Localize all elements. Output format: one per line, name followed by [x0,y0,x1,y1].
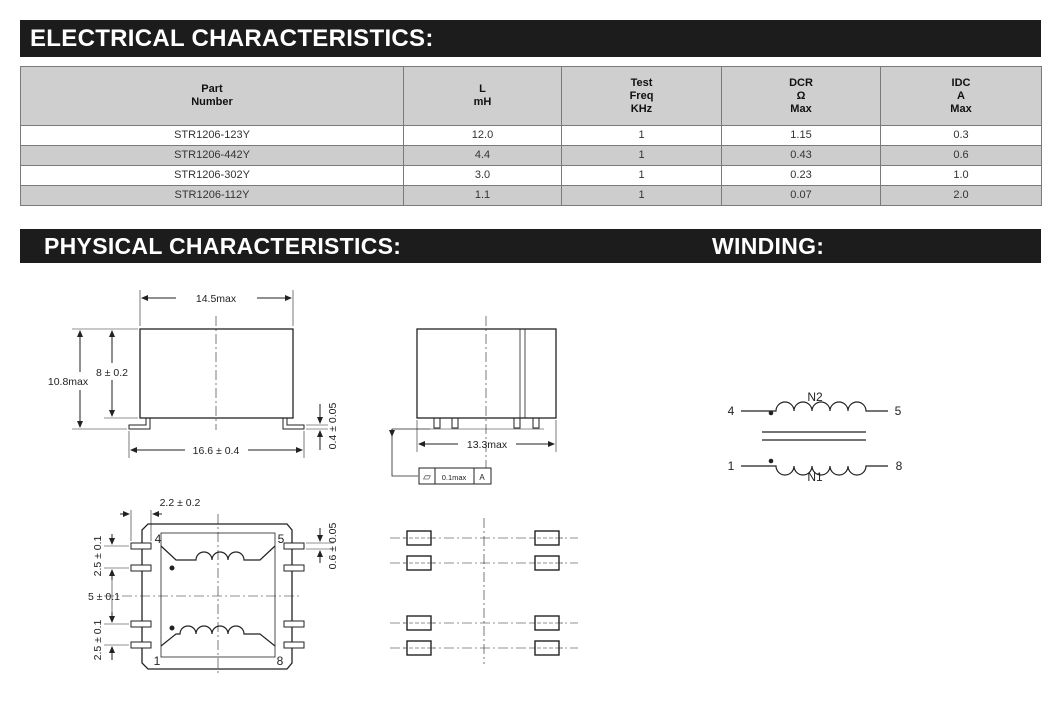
electrical-heading: ELECTRICAL CHARACTERISTICS [30,25,426,52]
dim-pin-height: 0.6 ± 0.05 [327,522,339,570]
top-view [104,510,334,676]
cell-idc: 2.0 [881,186,1042,206]
top-pin-label-5: 5 [277,532,285,546]
winding-n2-coil [763,402,888,411]
winding-n1-coil [763,466,888,475]
dim-row-gap: 5 ± 0.1 [87,591,121,603]
winding-n2-label: N2 [807,390,823,404]
side-pin [533,418,539,428]
cell-inductance: 4.4 [404,146,562,166]
front-right-lead [283,418,304,429]
cell-part: STR1206-442Y [21,146,404,166]
cell-inductance: 12.0 [404,126,562,146]
col-header-part: Part Number [21,67,404,126]
dim-width-max: 14.5max [195,293,237,305]
top-body-outline [142,524,292,669]
flatness-datum: A [479,473,485,482]
winding-pin-5: 5 [894,404,902,418]
dim-lead-thickness: 0.4 ± 0.05 [327,402,339,450]
dim-lead-span: 16.6 ± 0.4 [192,445,240,457]
front-body-outline [140,329,293,418]
dim-pin-width: 2.2 ± 0.2 [159,497,201,509]
winding-pin-8: 8 [895,459,903,473]
col-header-idc: IDC A Max [881,67,1042,126]
dim-body-height: 8 ± 0.2 [95,367,129,379]
col-header-inductance: L mH [404,67,562,126]
cell-inductance: 1.1 [404,186,562,206]
cell-test-freq: 1 [562,186,722,206]
top-pin-label-4: 4 [154,532,162,546]
winding-pin-1: 1 [727,459,735,473]
front-left-lead [129,418,150,429]
cell-dcr: 1.15 [722,126,881,146]
physical-heading: PHYSICAL CHARACTERISTICS: [44,233,402,259]
cell-dcr: 0.07 [722,186,881,206]
cell-part: STR1206-112Y [21,186,404,206]
top-pin-label-8: 8 [276,654,284,668]
cell-inductance: 3.0 [404,166,562,186]
cell-idc: 1.0 [881,166,1042,186]
dim-pitch-top: 2.5 ± 0.1 [92,535,104,577]
side-body-outline [417,329,556,418]
dim-depth-max: 13.3max [466,439,508,451]
cell-test-freq: 1 [562,146,722,166]
col-header-dcr: DCR Ω Max [722,67,881,126]
cell-part: STR1206-123Y [21,126,404,146]
cell-test-freq: 1 [562,126,722,146]
cell-dcr: 0.43 [722,146,881,166]
side-pin [514,418,520,428]
cell-part: STR1206-302Y [21,166,404,186]
flatness-value: 0.1max [441,473,467,482]
land-pattern [390,518,578,664]
winding-heading: WINDING: [712,233,825,259]
cell-dcr: 0.23 [722,166,881,186]
dim-pitch-bottom: 2.5 ± 0.1 [92,619,104,661]
col-header-test-freq: Test Freq KHz [562,67,722,126]
winding-schematic [741,402,888,475]
side-pin [452,418,458,428]
flatness-icon: ▱ [423,472,431,483]
electrical-heading-colon: : [425,25,434,52]
cell-idc: 0.3 [881,126,1042,146]
winding-pin-4: 4 [727,404,735,418]
winding-n1-label: N1 [807,470,823,484]
side-pin [434,418,440,428]
cell-idc: 0.6 [881,146,1042,166]
top-pin-label-1: 1 [153,654,161,668]
cell-test-freq: 1 [562,166,722,186]
side-view [392,316,556,484]
dim-height-max: 10.8max [47,376,89,388]
